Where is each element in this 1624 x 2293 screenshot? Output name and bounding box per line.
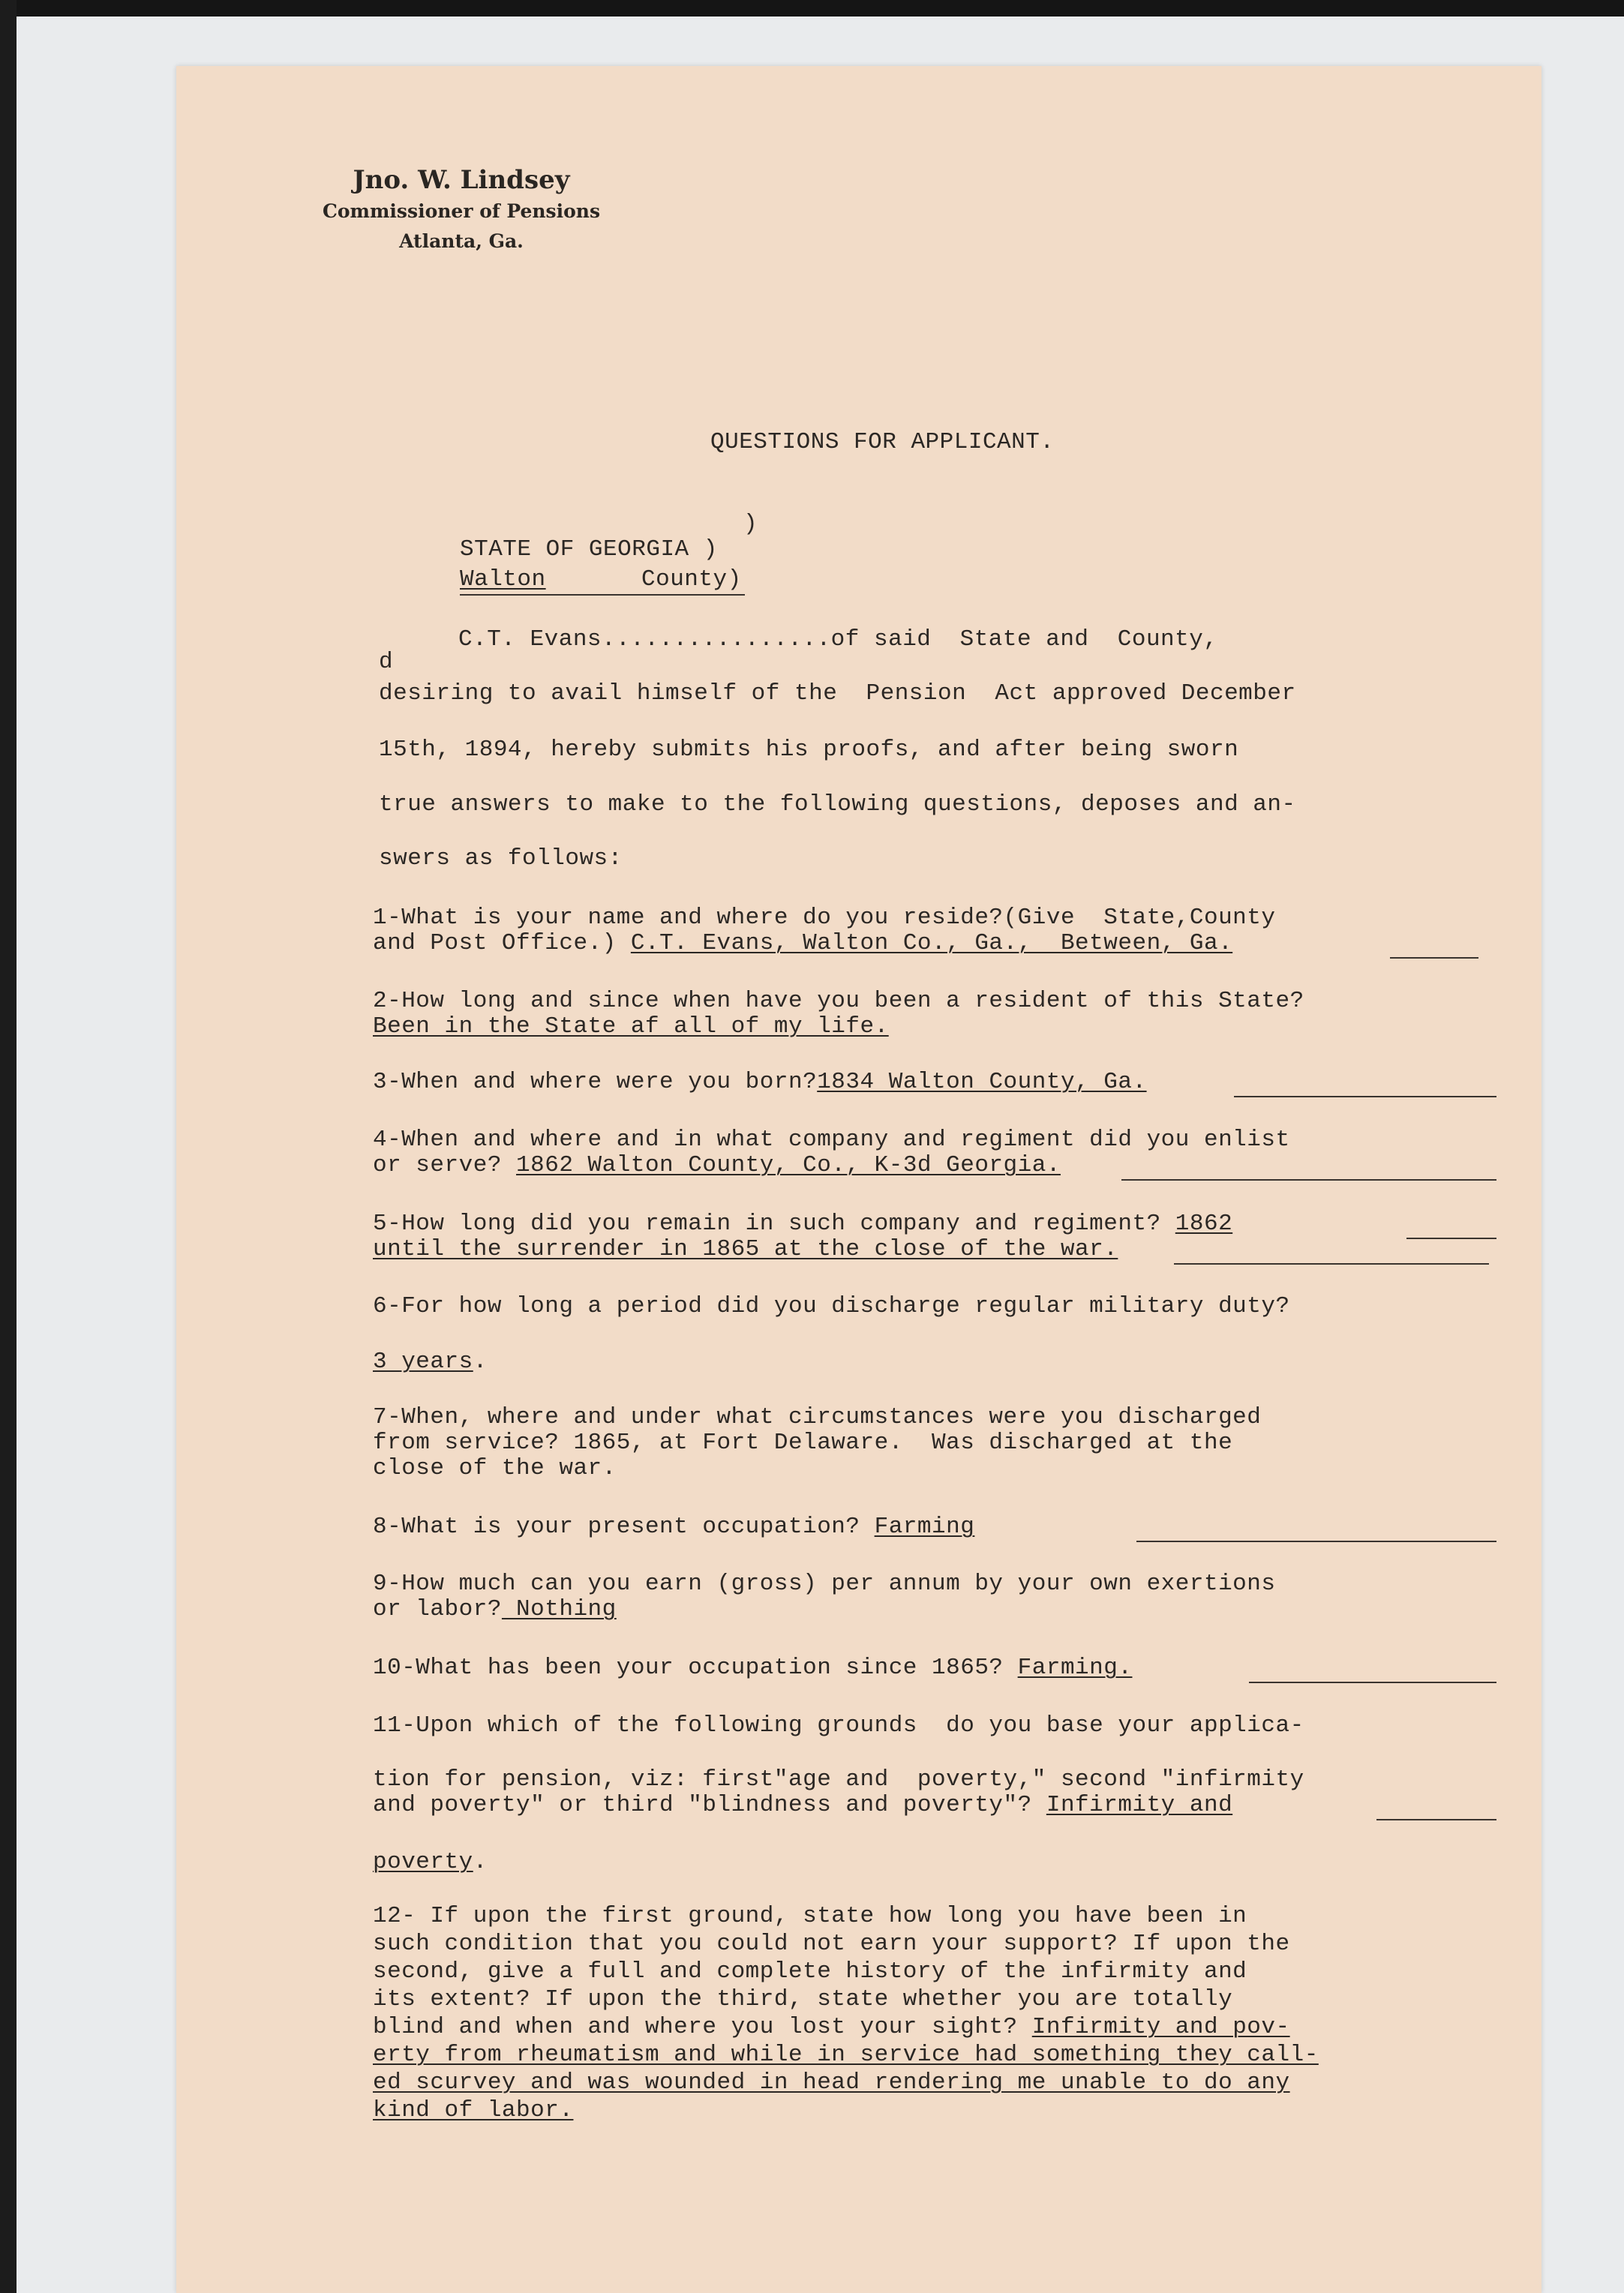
q3-line-1 [373, 1068, 1147, 1096]
q12-answer-3: ed scurvey and was wounded in head rendering me unable to do any [373, 2069, 1290, 2096]
q4-prompt: or serve? [373, 1152, 517, 1178]
q5-prompt: 5-How long did you remain in such company and regiment? [373, 1211, 1175, 1237]
q5-line-2 [373, 1235, 1118, 1263]
q10-line-1 [373, 1654, 1132, 1682]
q12-line-6 [373, 2041, 1319, 2069]
q8-answer: Farming [874, 1514, 975, 1540]
q1-line-2 [373, 929, 1232, 957]
q4-underline [1121, 1179, 1496, 1181]
q11-answer-1: Infirmity and [1046, 1792, 1233, 1818]
q2-answer-line [373, 1013, 889, 1040]
q11-answer-line [373, 1848, 488, 1876]
q6-line-1: 6-For how long a period did you discharge regular military duty? [373, 1293, 1290, 1319]
intro-mark: d [379, 649, 394, 675]
scan-frame-left [0, 0, 17, 2293]
q2-answer: Been in the State af all of my life. [373, 1013, 889, 1040]
scan-frame-top [0, 0, 1624, 17]
intro-line-1: C.T. Evans................of said State and County, [458, 626, 1218, 653]
q3-prompt: 3-When and where were you born? [373, 1069, 818, 1095]
form-heading: QUESTIONS FOR APPLICANT. [710, 429, 1055, 455]
q12-line-8 [373, 2096, 573, 2124]
pension-form-page [176, 66, 1541, 2293]
intro-line-3: 15th, 1894, hereby submits his proofs, and after being sworn [379, 737, 1239, 763]
letterhead [281, 164, 641, 257]
caption-state: STATE OF GEORGIA ) [460, 536, 718, 563]
q11-end: . [473, 1849, 488, 1875]
caption-paren: ) [743, 511, 758, 537]
q11-prompt: and poverty" or third "blindness and poverty"? [373, 1792, 1046, 1818]
q5-line-1 [373, 1210, 1232, 1238]
q8-underline [1136, 1541, 1496, 1542]
q9-prompt: or labor? [373, 1596, 502, 1622]
q12-line-3: second, give a full and complete history of the infirmity and [373, 1958, 1247, 1985]
q3-answer: 1834 Walton County, Ga. [817, 1069, 1147, 1095]
county-name: Walton [460, 566, 546, 593]
q4-line-1: 4-When and where and in what company and regiment did you enlist [373, 1127, 1290, 1153]
q11-line-1: 11-Upon which of the following grounds do you base your applica- [373, 1712, 1304, 1739]
q10-prompt: 10-What has been your occupation since 1865? [373, 1655, 1018, 1681]
q7-line-1: 7-When, where and under what circumstances were you discharged [373, 1404, 1262, 1430]
q12-line-2: such condition that you could not earn your support? If upon the [373, 1931, 1290, 1957]
q5-answer-1: 1862 [1175, 1211, 1233, 1237]
q1-prompt: and Post Office.) [373, 930, 631, 956]
q9-line-1: 9-How much can you earn (gross) per annum by your own exertions [373, 1571, 1276, 1597]
q5-underline-2 [1174, 1263, 1489, 1265]
q12-answer-4: kind of labor. [373, 2097, 574, 2123]
q8-prompt: 8-What is your present occupation? [373, 1514, 875, 1540]
q8-line-1 [373, 1513, 974, 1541]
q1-line-1: 1-What is your name and where do you reside?(Give State,County [373, 905, 1276, 931]
q11-underline [1376, 1819, 1496, 1820]
q1-underline [1390, 957, 1478, 959]
letterhead-name: Jno. W. Lindsey [353, 165, 570, 195]
q4-line-2 [373, 1151, 1061, 1179]
q11-line-3 [373, 1791, 1232, 1819]
q7-line-3: close of the war. [373, 1455, 617, 1481]
letterhead-location: Atlanta, Ga. [399, 230, 524, 252]
q5-underline-1 [1406, 1238, 1496, 1239]
q12-answer-2: erty from rheumatism and while in service had something they call- [373, 2042, 1319, 2068]
q12-answer-1: Infirmity and pov- [1031, 2014, 1290, 2040]
q6-answer: 3 years [373, 1349, 473, 1375]
q2-line-1: 2-How long and since when have you been a resident of this State? [373, 988, 1304, 1014]
q12-line-5 [373, 2013, 1290, 2041]
intro-line-5: swers as follows: [379, 845, 623, 872]
county-underline [460, 594, 745, 596]
caption-county-name [460, 566, 546, 593]
q3-underline [1234, 1096, 1496, 1097]
q11-line-2: tion for pension, viz: first"age and poverty," second "infirmity [373, 1766, 1304, 1793]
q9-line-2 [373, 1595, 617, 1623]
intro-line-2: desiring to avail himself of the Pension Act approved December [379, 680, 1296, 707]
q11-answer-2: poverty [373, 1849, 473, 1875]
q5-answer-2: until the surrender in 1865 at the close of the war. [373, 1236, 1118, 1262]
q6-answer-line [373, 1348, 488, 1376]
q10-answer: Farming. [1017, 1655, 1133, 1681]
q12-line-7 [373, 2069, 1290, 2096]
q4-answer: 1862 Walton County, Co., K-3d Georgia. [516, 1152, 1061, 1178]
q12-line-1: 12- If upon the first ground, state how long you have been in [373, 1903, 1247, 1929]
q1-answer: C.T. Evans, Walton Co., Ga., Between, Ga. [630, 930, 1233, 956]
q9-answer: Nothing [501, 1596, 617, 1622]
q6-end: . [473, 1349, 488, 1375]
letterhead-title: Commissioner of Pensions [322, 200, 601, 222]
q12-prompt: blind and when and where you lost your sight? [373, 2014, 1032, 2040]
q7-line-2: from service? 1865, at Fort Delaware. Was discharged at the [373, 1430, 1233, 1456]
intro-line-4: true answers to make to the following questions, deposes and an- [379, 791, 1296, 818]
q10-underline [1249, 1682, 1496, 1683]
caption-county-label: County) [641, 566, 742, 593]
q12-line-4: its extent? If upon the third, state whether you are totally [373, 1986, 1233, 2012]
